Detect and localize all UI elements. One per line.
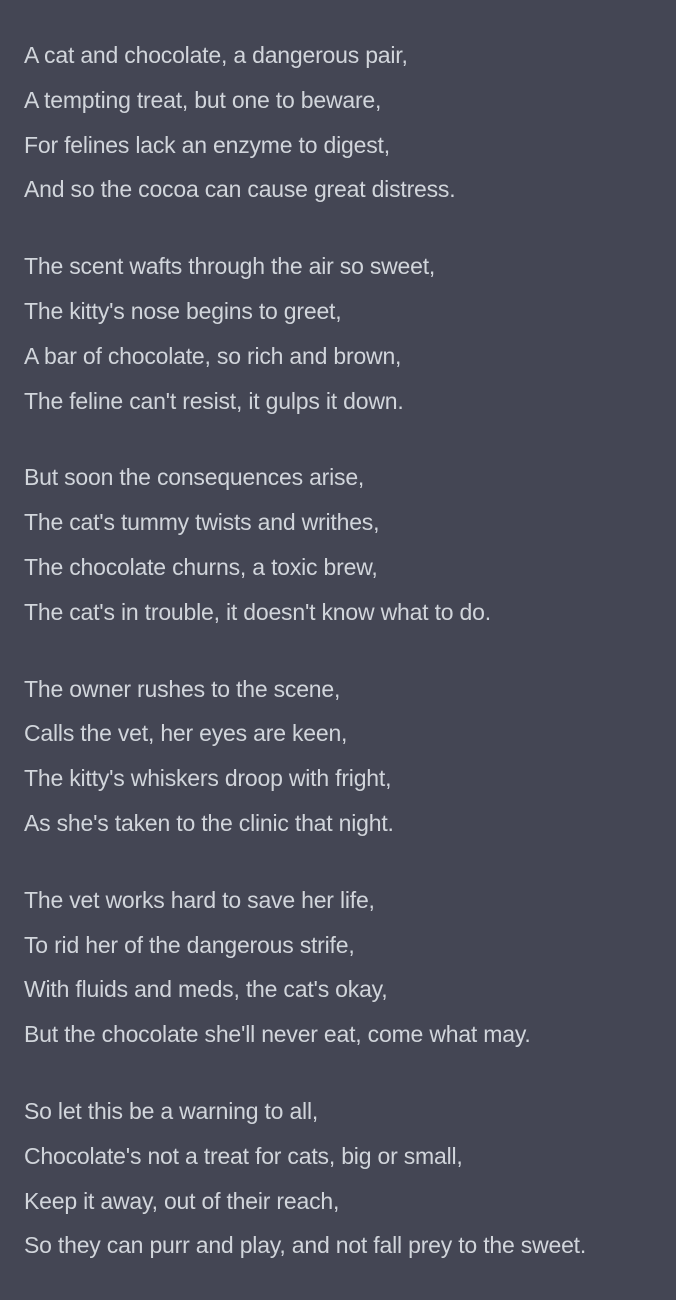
poem-line: So let this be a warning to all, xyxy=(24,1097,319,1124)
poem-stanza-5 xyxy=(24,878,664,1057)
poem-line: The feline can't resist, it gulps it down. xyxy=(24,387,404,414)
poem-line: So they can purr and play, and not fall prey to the sweet. xyxy=(24,1232,587,1259)
poem-line: A bar of chocolate, so rich and brown, xyxy=(24,342,402,369)
poem-line: The kitty's nose begins to greet, xyxy=(24,297,342,324)
poem-line: Keep it away, out of their reach, xyxy=(24,1187,340,1214)
poem-line: The kitty's whiskers droop with fright, xyxy=(24,765,392,792)
poem-line: A tempting treat, but one to beware, xyxy=(24,86,382,113)
poem-line: To rid her of the dangerous strife, xyxy=(24,931,355,958)
poem-line: For felines lack an enzyme to digest, xyxy=(24,131,390,158)
poem-stanza-6 xyxy=(24,1089,664,1268)
poem-line: The cat's in trouble, it doesn't know what to do. xyxy=(24,598,491,625)
poem-line: But soon the consequences arise, xyxy=(24,464,365,491)
poem-line: And so the cocoa can cause great distress. xyxy=(24,176,456,203)
poem-line: A cat and chocolate, a dangerous pair, xyxy=(24,42,408,68)
poem-line: The vet works hard to save her life, xyxy=(24,886,375,913)
poem-line: The owner rushes to the scene, xyxy=(24,675,341,702)
poem-line: The chocolate churns, a toxic brew, xyxy=(24,553,378,580)
poem-line: The cat's tummy twists and writhes, xyxy=(24,509,380,536)
poem-line: As she's taken to the clinic that night. xyxy=(24,809,394,836)
poem-line: Chocolate's not a treat for cats, big or small, xyxy=(24,1142,463,1169)
poem-line: Calls the vet, her eyes are keen, xyxy=(24,720,348,747)
poem-stanza-1 xyxy=(24,33,664,212)
assistant-response xyxy=(24,33,664,1300)
poem-line: With fluids and meds, the cat's okay, xyxy=(24,976,388,1003)
poem-line: The scent wafts through the air so sweet, xyxy=(24,253,436,280)
poem-stanza-3 xyxy=(24,455,664,634)
poem-stanza-4 xyxy=(24,667,664,846)
poem-stanza-2 xyxy=(24,244,664,423)
poem-line: But the chocolate she'll never eat, come what may. xyxy=(24,1021,531,1048)
